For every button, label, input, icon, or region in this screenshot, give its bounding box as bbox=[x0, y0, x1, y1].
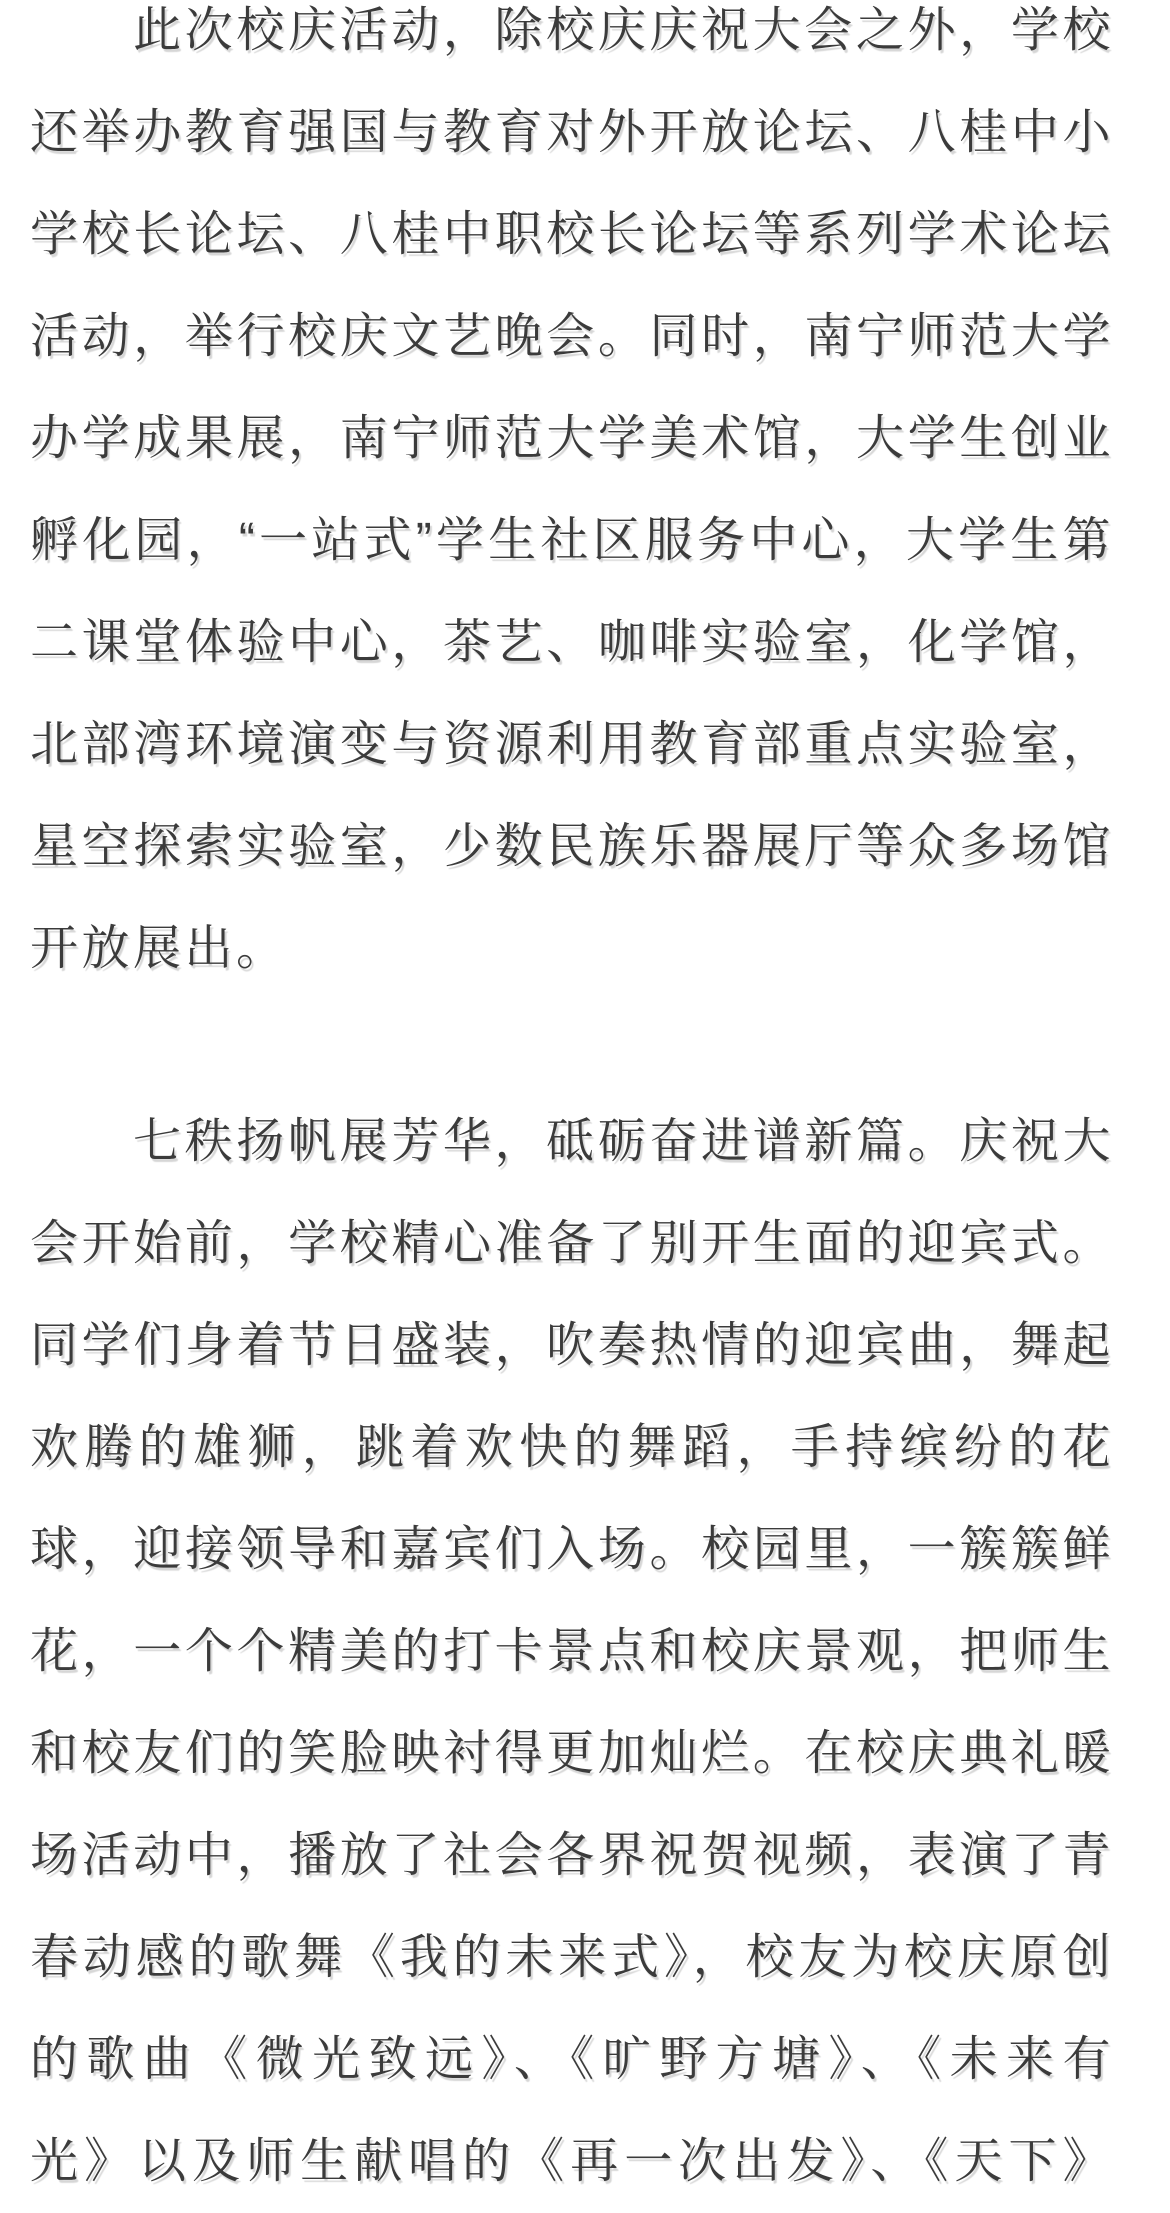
text-line: 的歌曲《微光致远》、《旷野方塘》、《未来有 bbox=[30, 2033, 1114, 2086]
text-line: 光》以及师生献唱的《再一次出发》、《天下》 bbox=[30, 2135, 1114, 2188]
text-line: 和校友们的笑脸映衬得更加灿烂。在校庆典礼暖 bbox=[30, 1727, 1114, 1780]
paragraph bbox=[30, 1091, 1114, 2213]
text-line: 七秩扬帆展芳华，砥砺奋进谱新篇。庆祝大 bbox=[133, 1115, 1114, 1168]
text-line: 北部湾环境演变与资源利用教育部重点实验室， bbox=[30, 718, 1114, 771]
text-line: 此次校庆活动，除校庆庆祝大会之外，学校 bbox=[133, 4, 1114, 57]
text-line: 场活动中，播放了社会各界祝贺视频，表演了青 bbox=[30, 1829, 1114, 1882]
text-line: 花，一个个精美的打卡景点和校庆景观，把师生 bbox=[30, 1625, 1114, 1678]
text-line: 欢腾的雄狮，跳着欢快的舞蹈，手持缤纷的花 bbox=[30, 1421, 1114, 1474]
text-line: 二课堂体验中心，茶艺、咖啡实验室，化学馆， bbox=[30, 616, 1114, 669]
text-line: 学校长论坛、八桂中职校长论坛等系列学术论坛 bbox=[30, 208, 1114, 261]
text-line: 球，迎接领导和嘉宾们入场。校园里，一簇簇鲜 bbox=[30, 1523, 1114, 1576]
paragraph bbox=[30, 0, 1114, 1000]
text-line: 孵化园，“一站式”学生社区服务中心，大学生第 bbox=[30, 514, 1114, 567]
text-line: 开放展出。 bbox=[30, 922, 288, 975]
text-line: 活动，举行校庆文艺晚会。同时，南宁师范大学 bbox=[30, 310, 1114, 363]
text-line: 春动感的歌舞《我的未来式》，校友为校庆原创 bbox=[30, 1931, 1114, 1984]
text-line: 还举办教育强国与教育对外开放论坛、八桂中小 bbox=[30, 106, 1114, 159]
text-line: 同学们身着节日盛装，吹奏热情的迎宾曲，舞起 bbox=[30, 1319, 1114, 1372]
text-line: 星空探索实验室，少数民族乐器展厅等众多场馆 bbox=[30, 820, 1114, 873]
text-line: 办学成果展，南宁师范大学美术馆，大学生创业 bbox=[30, 412, 1114, 465]
text-line: 会开始前，学校精心准备了别开生面的迎宾式。 bbox=[30, 1217, 1114, 1270]
